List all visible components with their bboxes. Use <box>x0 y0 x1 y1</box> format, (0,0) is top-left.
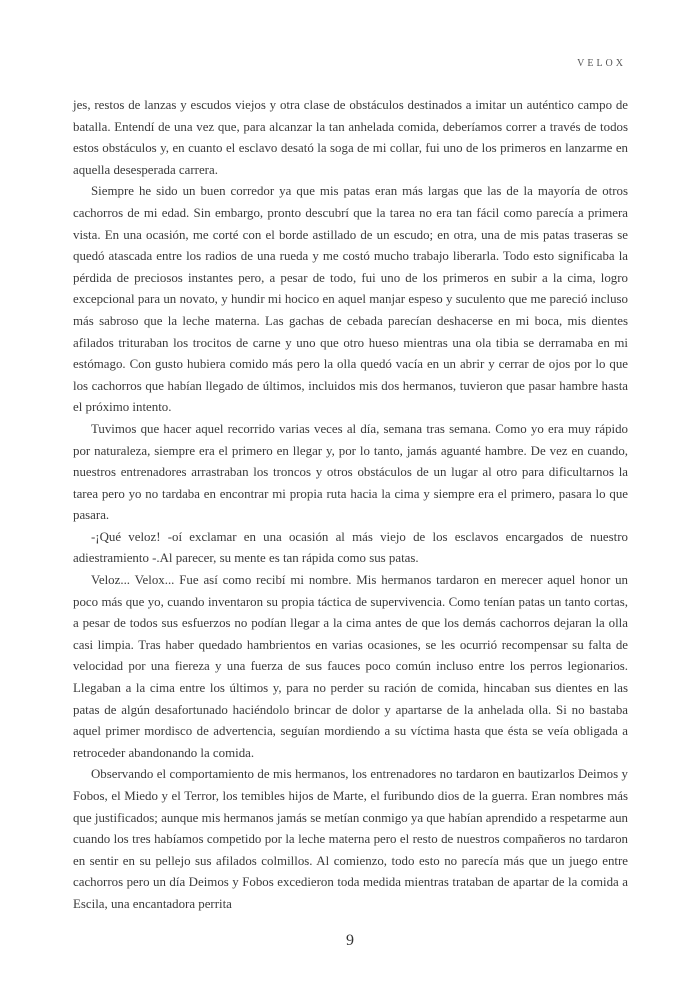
paragraph: Tuvimos que hacer aquel recorrido varias veces al día, semana tras semana. Como yo era muy rápido por naturaleza, siempre era el primero en llegar y, por lo tanto, jamás aguanté hambre. De vez en cuando, nuestros entrenadores arrastraban los troncos y otros obstáculos de un lugar al otro para dificultarnos la tarea pero yo no tardaba en encontrar mi propia ruta hacia la cima y siempre era el primero, pasara lo que pasara. <box>73 421 628 523</box>
paragraph: Veloz... Velox... Fue así como recibí mi nombre. Mis hermanos tardaron en merecer aquel honor un poco más que yo, cuando inventaron su propia táctica de supervivencia. Como tenían patas un tanto cortas, a pesar de todos sus esfuerzos no podían llegar a la cima antes de que los demás cachorros dejaran la olla casi limpia. Tras haber quedado hambrientos en varias ocasiones, se les ocurrió recompensar su falta de velocidad por una fiereza y una fuerza de sus fauces poco común incluso entre los perros legionarios. Llegaban a la cima entre los últimos y, para no perder su ración de comida, hincaban sus dientes en las patas de algún desafortunado haciéndolo brincar de dolor y apartarse de la anhelada olla. Si no bastaba aquel primer mordisco de advertencia, seguían mordiendo a su víctima hasta que ésta se veía obligada a retroceder abandonando la comida. <box>73 573 628 760</box>
running-head: VELOX <box>577 58 626 69</box>
page-number: 9 <box>346 932 354 949</box>
paragraph: Observando el comportamiento de mis hermanos, los entrenadores no tardaron en bautizarlos Deimos y Fobos, el Miedo y el Terror, los temibles hijos de Marte, el furibundo dios de la guerra. Eran nombres más que justificados; aunque mis hermanos jamás se metían conmigo ya que habían aprendido a respetarme aun cuando los tres habíamos competido por la leche materna pero el resto de nuestros compañeros no tardaron en sentir en su pellejo sus afilados colmillos. Al comienzo, todo esto no parecía más que un juego entre cachorros pero un día Deimos y Fobos excedieron toda medida mientras trataban de apartar de la comida a Escila, una encantadora perrita <box>73 767 628 911</box>
paragraph: Siempre he sido un buen corredor ya que mis patas eran más largas que las de la mayoría de otros cachorros de mi edad. Sin embargo, pronto descubrí que la tarea no era tan fácil como parecía a primera vista. En una ocasión, me corté con el borde astillado de un escudo; en otra, una de mis patas traseras se quedó atascada entre los radios de una rueda y me costó mucho trabajo liberarla. Todo esto significaba la pérdida de preciosos instantes pero, a pesar de todo, fui uno de los primeros en subir a la cima, logro excepcional para un novato, y hundir mi hocico en aquel manjar espeso y suculento que me pareció incluso más sabroso que la leche materna. Las gachas de cebada parecían deshacerse en mi boca, mis dientes afilados trituraban los trocitos de carne y uno que otro hueso mientras una ola tibia se derramaba en mi estómago. Con gusto hubiera comido más pero la olla quedó vacía en un abrir y cerrar de ojos por lo que los cachorros que habían llegado de últimos, incluidos mis dos hermanos, tuvieron que pasar hambre hasta el próximo intento. <box>73 184 628 415</box>
paragraph: -¡Qué veloz! -oí exclamar en una ocasión al más viejo de los esclavos encargados de nuestro adiestramiento -.Al parecer, su mente es tan rápida como sus patas. <box>73 529 628 566</box>
paragraph: jes, restos de lanzas y escudos viejos y otra clase de obstáculos destinados a imitar un auténtico campo de batalla. Entendí de una vez que, para alcanzar la tan anhelada comida, deberíamos correr a través de todos estos obstáculos y, en cuanto el esclavo desató la soga de mi collar, fui uno de los primeros en lanzarme en aquella desesperada carrera. <box>73 98 628 177</box>
body-text <box>73 95 628 916</box>
